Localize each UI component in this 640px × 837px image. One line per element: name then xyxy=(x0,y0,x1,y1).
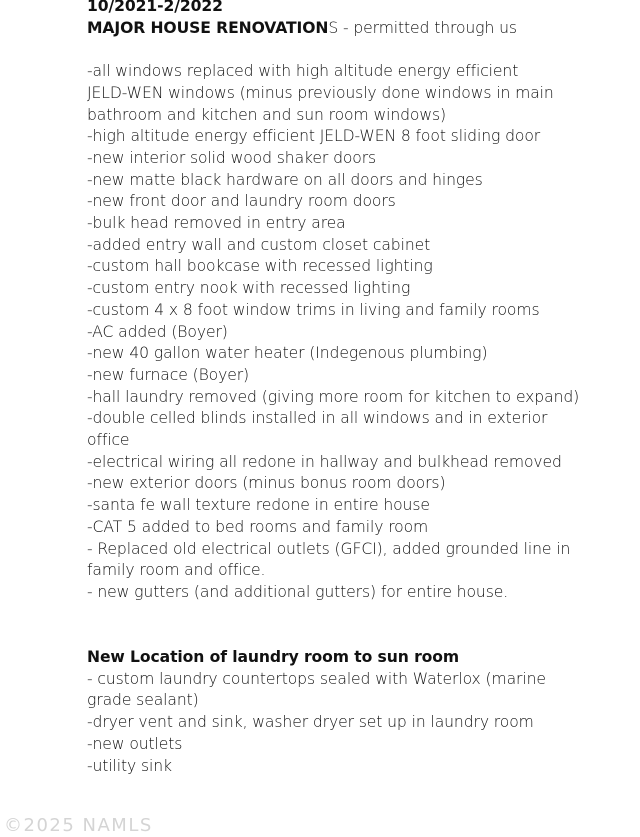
spacer xyxy=(87,39,640,61)
laundry-list xyxy=(87,669,640,778)
list-item: bathroom and kitchen and sun room windows) xyxy=(87,105,447,124)
list-item: family room and office. xyxy=(87,561,266,580)
list-item: -hall laundry removed (giving more room for kitchen to expand) xyxy=(87,387,580,406)
list-item: -added entry wall and custom closet cabinet xyxy=(87,235,431,254)
list-item: -new interior solid wood shaker doors xyxy=(87,148,377,167)
list-item: -CAT 5 added to bed rooms and family room xyxy=(87,517,429,536)
list-item: -all windows replaced with high altitude energy efficient xyxy=(87,62,519,81)
list-item: -electrical wiring all redone in hallway and bulkhead removed xyxy=(87,452,562,471)
list-item: -custom hall bookcase with recessed lighting xyxy=(87,257,433,276)
list-item: -new matte black hardware on all doors and hinges xyxy=(87,170,483,189)
list-item: -double celled blinds installed in all windows and in exterior xyxy=(87,409,548,428)
list-item: grade sealant) xyxy=(87,691,199,710)
main-heading-rest: S - permitted through us xyxy=(328,18,517,37)
list-item: - Replaced old electrical outlets (GFCI), added grounded line in xyxy=(87,539,571,558)
list-item: -bulk head removed in entry area xyxy=(87,214,346,233)
list-item: office xyxy=(87,431,130,450)
list-item: -new front door and laundry room doors xyxy=(87,192,396,211)
date-range: 10/2021-2/2022 xyxy=(87,0,223,15)
renovation-document xyxy=(87,0,640,777)
laundry-heading: New Location of laundry room to sun room xyxy=(87,648,460,667)
list-item: -santa fe wall texture redone in entire house xyxy=(87,496,430,515)
copyright-watermark: ©2025 NAMLS xyxy=(4,815,153,836)
list-item: JELD-WEN windows (minus previously done windows in main xyxy=(87,83,554,102)
list-item: -new furnace (Boyer) xyxy=(87,365,250,384)
list-item: -AC added (Boyer) xyxy=(87,322,228,341)
list-item: -dryer vent and sink, washer dryer set up in laundry room xyxy=(87,713,534,732)
main-heading xyxy=(87,18,640,40)
list-item: - custom laundry countertops sealed with Waterlox (marine xyxy=(87,669,546,688)
main-heading-strong: MAJOR HOUSE RENOVATION xyxy=(87,18,329,37)
list-item: -high altitude energy efficient JELD-WEN 8 foot sliding door xyxy=(87,127,541,146)
list-item: -new outlets xyxy=(87,734,183,753)
list-item: -custom entry nook with recessed lighting xyxy=(87,279,411,298)
spacer xyxy=(87,604,640,647)
list-item: - new gutters (and additional gutters) for entire house. xyxy=(87,582,509,601)
list-item: -new exterior doors (minus bonus room doors) xyxy=(87,474,446,493)
list-item: -new 40 gallon water heater (Indegenous plumbing) xyxy=(87,344,488,363)
list-item: -utility sink xyxy=(87,756,172,775)
renovation-list xyxy=(87,61,640,604)
list-item: -custom 4 x 8 foot window trims in living and family rooms xyxy=(87,300,540,319)
